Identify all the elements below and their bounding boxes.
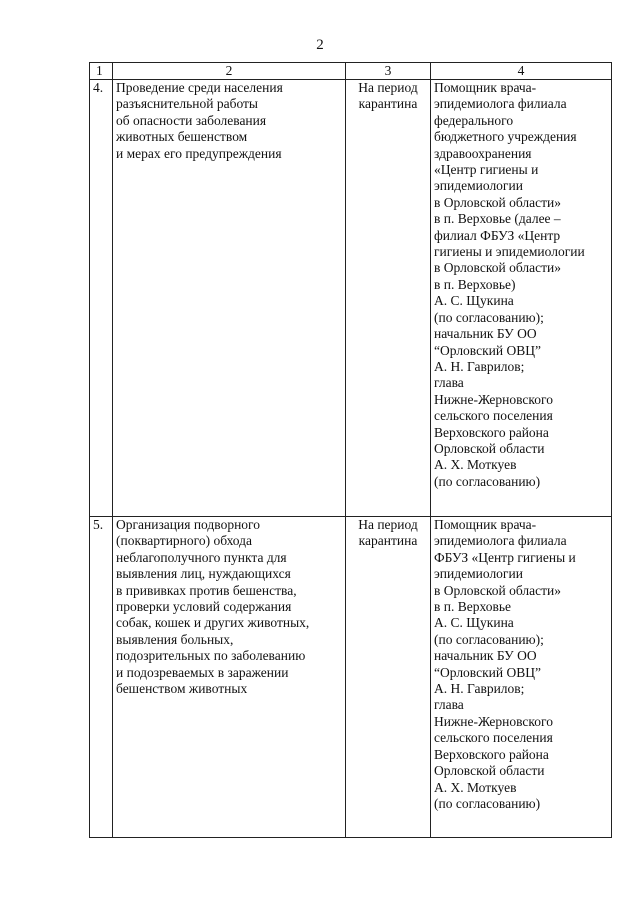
text-line: собак, кошек и других животных, (116, 615, 310, 631)
row-number: 5. (90, 517, 113, 838)
text-line: эпидемиолога филиала (434, 96, 567, 112)
text-line: Проведение среди населения (116, 80, 283, 95)
text-line: Нижне-Жерновского (434, 391, 554, 407)
text-line: в Орловской области» (434, 260, 561, 276)
text-line: сельского поселения (434, 408, 553, 424)
text-line: в прививках против бешенства, (116, 582, 297, 598)
text-line: На период (358, 517, 418, 532)
text-line: в Орловской области» (434, 194, 561, 210)
text-line: эпидемиологии (434, 178, 523, 194)
text-line: проверки условий содержания (116, 599, 292, 615)
header-col-1: 1 (90, 63, 113, 80)
text-line: Организация подворного (116, 517, 260, 532)
text-line: Верховского района (434, 746, 549, 762)
text-line: Орловской области (434, 440, 545, 456)
text-line: (по согласованию); (434, 309, 544, 325)
header-col-4: 4 (431, 63, 612, 80)
text-line: федерального (434, 112, 514, 128)
text-line: Нижне-Жерновского (434, 713, 554, 729)
text-line: начальник БУ ОО (434, 326, 537, 342)
text-line: карантина (358, 533, 418, 549)
text-line: ФБУЗ «Центр гигиены и (434, 549, 576, 565)
text-line: животных бешенством (116, 129, 248, 145)
header-col-3: 3 (346, 63, 431, 80)
text-line: А. Н. Гаврилов; (434, 681, 525, 697)
text-line: А. Н. Гаврилов; (434, 358, 525, 374)
text-line: А. Х. Моткуев (434, 779, 517, 795)
text-line: Верховского района (434, 424, 549, 440)
text-line: На период (358, 80, 418, 95)
responsible-cell (431, 80, 612, 517)
text-line: эпидемиолога филиала (434, 533, 567, 549)
text-line: и подозреваемых в заражении (116, 664, 289, 680)
text-line: глава (434, 697, 464, 713)
text-line: неблагополучного пункта для (116, 549, 287, 565)
table-row (90, 80, 612, 517)
text-line: Орловской области (434, 763, 545, 779)
measure-cell (113, 80, 346, 517)
text-line: Помощник врача- (434, 80, 537, 95)
period-cell (346, 80, 431, 517)
text-line: (по согласованию) (434, 795, 541, 811)
table-header (90, 63, 612, 80)
text-line: в п. Верховье (434, 599, 511, 615)
text-line: “Орловский ОВЦ” (434, 342, 541, 358)
text-line: начальник БУ ОО (434, 648, 537, 664)
text-line: А. С. Щукина (434, 293, 514, 309)
responsible-cell (431, 517, 612, 838)
text-line: А. С. Щукина (434, 615, 514, 631)
text-line: Помощник врача- (434, 517, 537, 532)
page-number: 2 (316, 37, 324, 53)
text-line: “Орловский ОВЦ” (434, 664, 541, 680)
text-line: (по согласованию) (434, 473, 541, 489)
text-line: эпидемиологии (434, 566, 523, 582)
text-line: гигиены и эпидемиологии (434, 244, 585, 260)
text-line: (по согласованию); (434, 631, 544, 647)
text-line: выявления лиц, нуждающихся (116, 566, 291, 582)
text-line: в п. Верховье (далее – (434, 211, 561, 227)
text-line: об опасности заболевания (116, 112, 267, 128)
text-line: в Орловской области» (434, 582, 561, 598)
text-line: подозрительных по заболеванию (116, 648, 306, 664)
text-line: (поквартирного) обхода (116, 533, 253, 549)
text-line: карантина (358, 96, 418, 112)
measure-cell (113, 517, 346, 838)
text-line: «Центр гигиены и (434, 162, 539, 178)
text-line: глава (434, 375, 464, 391)
text-line: сельского поселения (434, 730, 553, 746)
text-line: и мерах его предупреждения (116, 145, 282, 161)
period-cell (346, 517, 431, 838)
text-line: бешенством животных (116, 681, 248, 697)
text-line: здравоохранения (434, 145, 532, 161)
text-line: бюджетного учреждения (434, 129, 577, 145)
text-line: выявления больных, (116, 631, 234, 647)
header-col-2: 2 (113, 63, 346, 80)
text-line: в п. Верховье) (434, 276, 516, 292)
measures-table (89, 62, 612, 838)
row-number: 4. (90, 80, 113, 517)
text-line: разъяснительной работы (116, 96, 258, 112)
table-row (90, 517, 612, 838)
text-line: А. Х. Моткуев (434, 457, 517, 473)
header-row (90, 63, 612, 80)
text-line: филиал ФБУЗ «Центр (434, 227, 561, 243)
